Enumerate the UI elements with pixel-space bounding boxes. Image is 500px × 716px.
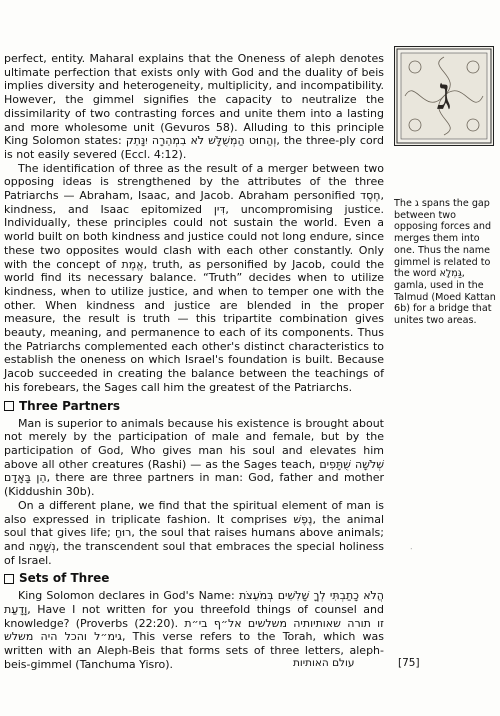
ornamental-letter-image <box>394 46 494 146</box>
paragraph-2: The identification of three as the result of a merger between two opposing ideas is strengthened by the attributes of the three Patriarchs — Abraham, Isaac, and Jacob. Abraham personified חֶסֶד, kindness, and Isaac epitomized דִּין, uncompromising justice. Individually, these principles could not sustain the world. Even a world built on both kindness and justice could not long endure, since these two opposites would clash with each other constantly. Only with the concept of אֱמֶת, truth, as personified by Jacob, could the world find its necessary balance. “Truth” decides when to utilize kindness, when to utilize justice, and when to temper one with the other. When kindness and justice are blended in the proper measure, the result is truth — this tripartite combination gives beauty, meaning, and permanence to each of its components. Thus the Patriarchs complemented each other's distinct characteristics to establish the oneness on which Israel's foundation is built. Because Jacob succeeded in creating the balance between the teachings of his forebears, the Sages call him the greatest of the Patriarchs. <box>4 161 385 394</box>
heading-sets-of-three <box>4 571 384 586</box>
heading-sets-of-three-label: Sets of Three <box>19 571 110 586</box>
heading-three-partners-label: Three Partners <box>19 398 121 413</box>
footer-hebrew-title: עולם האותיות <box>293 657 355 669</box>
heading-three-partners <box>4 399 384 414</box>
ornament-letter: ג <box>436 69 452 120</box>
checkbox-square-icon <box>4 401 14 411</box>
paragraph-4: On a different plane, we find that the spiritual element of man is also expressed in triplicate fashion. It comprises נֶפֶשׁ, the animal soul that gives life; רוּחַ, the soul that raises humans above animals; and נְשָׁמָה, the transcendent soul that embraces the special holiness of Israel. <box>4 498 384 567</box>
paragraph-5: King Solomon declares in God's Name: הֲלֹא כָתַבְתִּי לְךָ שָׁלִשִׁים בְּמֹעֵצֹת וָדָעַת, Have I not written for you threefold things of counsel and knowledge? (Proverbs (22:20). זו תורה שאותיותיה משלשים אל״ף בי״ת גימ״ל והכל היה משלש, This verse refers to the Torah, which was written with an Aleph-Beis that forms sets of three letters, aleph-beis-gimmel (Tanchuma Yisro). <box>4 589 384 671</box>
sidebar-caption: The ג spans the gap between two opposing forces and merges them into one. Thus the name gimmel is related to the word גַּמְלָא, gamla, used in the Talmud (Moed Kattan 6b) for a bridge that unites two areas. <box>394 198 496 327</box>
main-text <box>4 52 384 672</box>
checkbox-square-icon <box>4 574 14 584</box>
ornament-floral-icon <box>395 47 493 145</box>
paragraph-1: perfect, entity. Maharal explains that the Oneness of aleph denotes ultimate perfection that exists only with God and the duality of beis implies diversity and heterogeneity, multiplicity, and incompatibility. However, the gimmel signifies the capacity to neutralize the dissimilarity of two contrasting forces and unite them into a lasting and more wholesome unit (Gevuros 58). Alluding to this principle King Solomon states: וְהַחוּט הַמְשֻׁלָּשׁ לֹא בִמְהֵרָה יִנָּתֵק, the three-ply cord is not easily severed (Eccl. 4:12). <box>4 52 384 161</box>
sidebar <box>394 46 496 327</box>
page-number: [75] <box>398 657 420 669</box>
paragraph-3: Man is superior to animals because his existence is brought about not merely by the participation of male and female, but by the participation of God, Who gives man his soul and elevates him above all other creatures (Rashi) — as the Sages teach, שְׁלֹשָׁה שֻׁתָּפִים הֵן בָּאָדָם, there are three partners in man: God, father and mother (Kiddushin 30b). <box>4 416 384 499</box>
page-footer <box>0 657 500 671</box>
